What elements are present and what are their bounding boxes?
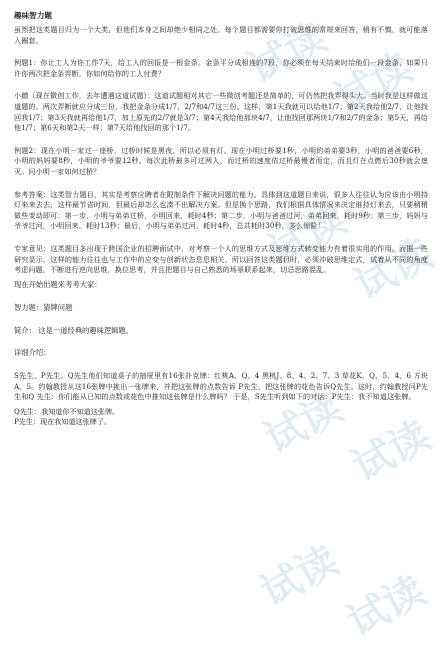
intro-paragraph: 虽然把这类题目归为一个大类，但他们本身之间却绝少相同之处。每个题目都需要你打破思维的常规来回答，稍有不慎，就可能落入圈套。 bbox=[14, 25, 428, 45]
watermark-text: 试读 bbox=[327, 44, 420, 123]
watermark-text: 试读 bbox=[261, 196, 354, 275]
detail-heading: 详细介绍： bbox=[14, 348, 51, 358]
watermark-text: 试读 bbox=[241, 14, 334, 93]
expert-opinion: 专家意见：这类题目多出现于跨国企业的招聘面试中，对考察一个人的思维方式及思维方式转变能力有着很实用的作用，而据一些研究显示，这样的能力往往也与工作中的应变与创新状态息息相关。所以回答这类题目时，必须冲破思维定式，试着从不同的角度考虑问题，不断进行逆向思维，换位思考，并且把题目与自己熟悉的场景联系起来，切忌思路混乱。 bbox=[14, 243, 428, 275]
question-2: 例题2：现在小明一家过一座桥，过桥时候是黑夜，所以必须有灯。现在小明过桥要1秒，小明的弟弟要3秒，小明的爸爸要6秒，小明的妈妈要8秒，小明的爷爷要12秒。每次此桥最多可过两人，而过桥的速度依过桥最慢者而定，而且灯在点燃后30秒就会熄灭。问小明一家如何过桥？ bbox=[14, 145, 428, 176]
answer-2: 参考答案：这类智力题目，其实是考察应聘者在限制条件下解决问题的能力。具体到这道题目来说，很多人往往认为应该由小明持灯来来去去，这样最节省时间，但最后却怎么也凑不出解决方案。但是换个思路，我们根据具体情况来决定谁持灯来去，只要稍稍做些变动即可：第一步，小明与弟弟过桥，小明回来，耗时4秒；第二步，小明与爸爸过河，弟弟回来，耗时9秒；第三步，妈妈与爷爷过河，小明回来，耗时13秒；最后，小明与弟弟过河，耗时4秒，总共耗时30秒，多么惊险！ bbox=[14, 189, 428, 231]
watermark-text: 试读 bbox=[340, 567, 433, 646]
question-1: 例题1：你让工人为你工作7天，给工人的回报是一根金条。金条平分成相连的7段，你必须在每天结束时给他们一段金条，如果只许你两次把金条弄断，你如何给你的工人付费？ bbox=[14, 58, 428, 78]
page-title: 趣味智力题 bbox=[14, 11, 52, 20]
watermark-text: 试读 bbox=[257, 384, 350, 463]
watermark-text: 试读 bbox=[347, 230, 440, 309]
start-line: 现在开始出题来考考大家： bbox=[14, 279, 102, 289]
dialogue-q: Q先生：我知道你不知道这张牌。 bbox=[14, 406, 120, 416]
watermark-text: 试读 bbox=[253, 537, 346, 616]
watermark-text: 试读 bbox=[345, 412, 438, 491]
detail-paragraph: S先生、P先生、Q先生他们知道桌子的抽屉里有16张扑克牌：红桃A、Q、4 黑桃J、8、4、2、7、3 草花K、Q、5、4、6 方块A、5。约翰教授从这16张牌中挑出一张牌来，并把这张牌的点数告诉 P先生，把这张牌的花色告诉Q先生。这时，约翰教授问P先生和Q 先生：你们能从已知的点数或花色中推知这张牌是什么牌吗？ 于是，S先生听到如下的对话：P先生：我不知道这张牌。 bbox=[14, 371, 428, 402]
category-line: 智力题：猜牌问题 bbox=[14, 303, 73, 313]
dialogue-p: P先生：现在我知道这张牌了。 bbox=[14, 417, 111, 427]
summary-line: 简介： 这是一道经典的趣味逻辑题。 bbox=[14, 325, 134, 335]
answer-1: 小蹭（现在微创工作，去年遭遇这道试题）：这道试题相对其它一些微创考题还是简单的，可仍然把我弄得头大。当时我是这样做这道题的。两次弄断就应分成三份，我把金条分成1/7、2/7和4/7这三份。这样，第1天我就可以给他1/7；第2天我给他2/7，让他找回我1/7；第3天我就再给他1/7，加上原先的2/7就是3/7；第4天我给他那块4/7，让他找回那两块1/7和2/7的金条；第5天，再给他1/7；第6天和第2天一样；第7天给他找回的那个1/7。 bbox=[14, 91, 428, 133]
